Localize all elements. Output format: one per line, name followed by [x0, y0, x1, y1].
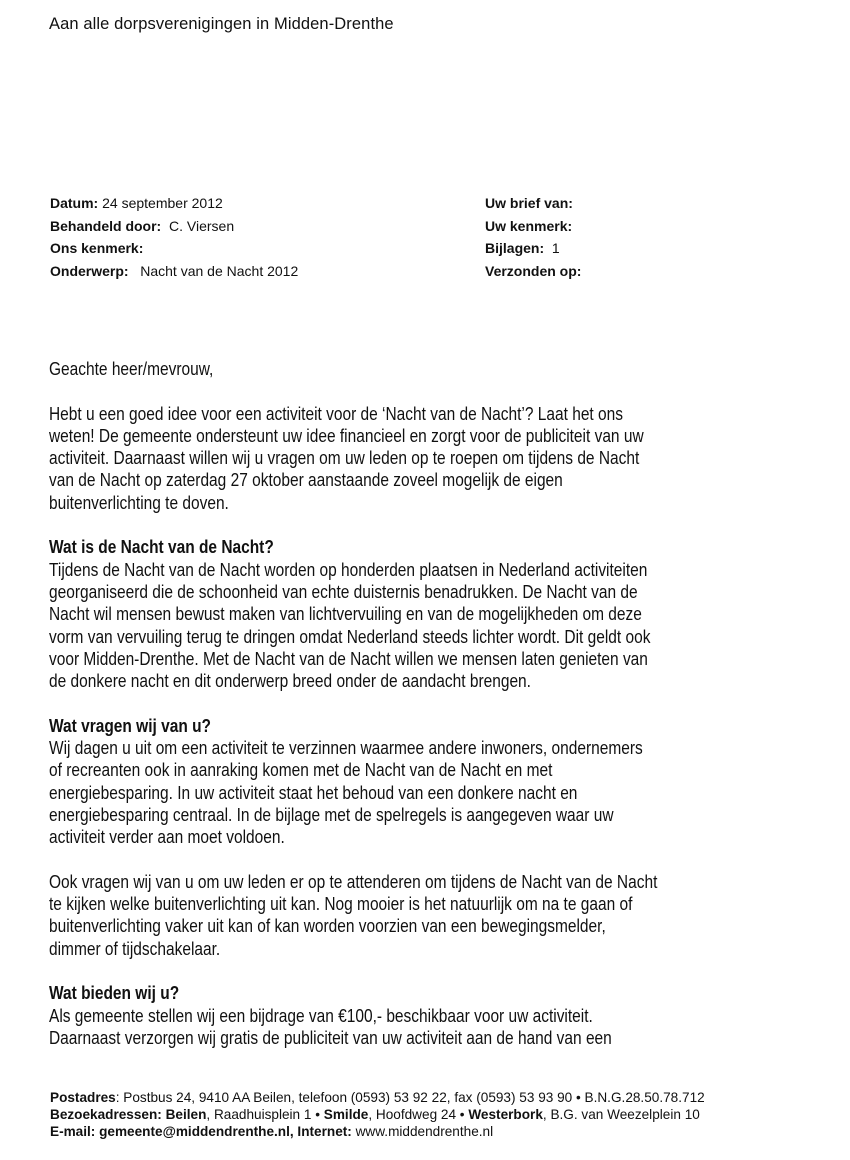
- text-line: te kijken welke buitenverlichting uit kan. Nog mooier is het natuurlijk om na te gaan of: [49, 894, 633, 915]
- text-line: van de Nacht op zaterdag 27 oktober aanstaande zoveel mogelijk de eigen: [49, 470, 563, 491]
- text-line: weten! De gemeente ondersteunt uw idee financieel en zorgt voor de publiciteit van uw: [49, 425, 644, 446]
- footer-value: , Hoofdweg 24 •: [368, 1107, 465, 1122]
- text-line: Nacht wil mensen bewust maken van lichtvervuiling en van de mogelijkheden om deze: [49, 604, 642, 625]
- text-line: of recreanten ook in aanraking komen met de Nacht van de Nacht en met: [49, 760, 553, 781]
- meta-label: Ons kenmerk:: [50, 240, 144, 256]
- meta-ons-kenmerk: [50, 237, 298, 260]
- meta-uw-brief-van: [485, 192, 581, 215]
- text-line: energiebesparing centraal. In de bijlage met de spelregels is aangegeven waar uw: [49, 804, 614, 825]
- footer-bezoekadressen: [50, 1106, 705, 1123]
- footer-town: Westerbork: [468, 1107, 543, 1122]
- text-line: Daarnaast verzorgen wij gratis de publiciteit van uw activiteit aan de hand van een: [49, 1027, 612, 1048]
- meta-value: C. Viersen: [169, 217, 235, 234]
- footer-label: Bezoekadressen:: [50, 1107, 162, 1122]
- meta-label: Verzonden op:: [485, 262, 582, 279]
- footer-postadres: [50, 1089, 705, 1106]
- text-line: georganiseerd die de schoonheid van echte duisternis benadrukken. De Nacht van de: [49, 581, 638, 602]
- text-line: Hebt u een goed idee voor een activiteit voor de ‘Nacht van de Nacht’? Laat het ons: [49, 403, 623, 424]
- footer-value: : Postbus 24, 9410 AA Beilen, telefoon (0593) 53 92 22, fax (0593) 53 93 90 • B.N.G.28.50.78.712: [115, 1090, 705, 1105]
- meta-label: Behandeld door:: [50, 217, 162, 234]
- meta-label: Onderwerp:: [50, 262, 129, 279]
- text-line: de donkere nacht en dit onderwerp breed onder de aandacht brengen.: [49, 671, 531, 692]
- meta-uw-kenmerk: [485, 215, 581, 238]
- meta-label: Uw brief van:: [485, 195, 573, 211]
- meta-label: Uw kenmerk:: [485, 217, 573, 234]
- text-line: buitenverlichting vaker uit kan of kan worden voorzien van een bewegingsmelder,: [49, 916, 606, 937]
- footer-label: , Internet:: [289, 1124, 352, 1139]
- text-line: Tijdens de Nacht van de Nacht worden op honderden plaatsen in Nederland activiteiten: [49, 559, 648, 580]
- meta-label: Datum:: [50, 195, 99, 211]
- footer-label: Postadres: [50, 1090, 116, 1105]
- letter-meta-left: [50, 192, 298, 282]
- text-line: buitenverlichting te doven.: [49, 492, 229, 513]
- meta-datum: [50, 192, 298, 215]
- meta-value: 24 september 2012: [102, 195, 223, 211]
- meta-bijlagen: [485, 237, 581, 260]
- spacer: [49, 849, 839, 871]
- addressee-line: Aan alle dorpsverenigingen in Midden-Drenthe: [49, 15, 394, 33]
- text-line: dimmer of tijdschakelaar.: [49, 938, 221, 959]
- section-heading-wat-is: Wat is de Nacht van de Nacht?: [49, 537, 274, 558]
- meta-value: 1: [551, 240, 560, 256]
- footer-contact: [50, 1123, 705, 1140]
- section-paragraph-wat-bieden: [49, 1005, 839, 1050]
- spacer: [49, 380, 839, 402]
- footer-value: , B.G. van Weezelplein 10: [542, 1107, 700, 1122]
- letter-body: [49, 358, 839, 1049]
- section-heading-wat-bieden: Wat bieden wij u?: [49, 983, 180, 1004]
- spacer: [49, 692, 839, 714]
- text-line: Ook vragen wij van u om uw leden er op te attenderen om tijdens de Nacht van de Nacht: [49, 871, 658, 892]
- text-line: energiebesparing. In uw activiteit staat het behoud van een donkere nacht en: [49, 782, 578, 803]
- footer-town: Smilde: [323, 1107, 369, 1122]
- section-heading-wat-vragen: Wat vragen wij van u?: [49, 715, 212, 736]
- spacer: [49, 960, 839, 982]
- text-line: activiteit verder aan moet voldoen.: [49, 827, 285, 848]
- spacer: [49, 514, 839, 536]
- section-paragraph-wat-is: [49, 559, 839, 693]
- footer-label: E-mail:: [50, 1124, 96, 1139]
- intro-paragraph: [49, 403, 839, 514]
- email-link[interactable]: gemeente@middendrenthe.nl: [99, 1124, 290, 1139]
- meta-verzonden-op: [485, 260, 581, 283]
- text-line: Als gemeente stellen wij een bijdrage van €100,- beschikbaar voor uw activiteit.: [49, 1005, 593, 1026]
- salutation: [49, 358, 839, 380]
- salutation-text: Geachte heer/mevrouw,: [49, 359, 214, 379]
- meta-label: Bijlagen:: [485, 240, 545, 256]
- website-link[interactable]: www.middendrenthe.nl: [355, 1124, 494, 1139]
- text-line: voor Midden-Drenthe. Met de Nacht van de Nacht willen we mensen laten genieten van: [49, 648, 648, 669]
- meta-onderwerp: [50, 260, 298, 283]
- meta-value: Nacht van de Nacht 2012: [140, 262, 299, 279]
- meta-behandeld-door: [50, 215, 298, 238]
- letter-footer: [50, 1089, 705, 1140]
- text-line: Wij dagen u uit om een activiteit te verzinnen waarmee andere inwoners, ondernemers: [49, 738, 643, 759]
- text-line: activiteit. Daarnaast willen wij u vragen om uw leden op te roepen om tijdens de Nacht: [49, 448, 640, 469]
- section-paragraph-wat-vragen-extra: [49, 871, 839, 960]
- section-paragraph-wat-vragen: [49, 737, 839, 848]
- footer-value: , Raadhuisplein 1 •: [206, 1107, 320, 1122]
- text-line: vorm van vervuiling terug te dringen omdat Nederland steeds lichter wordt. Dit geldt ook: [49, 626, 651, 647]
- letter-meta-right: [485, 192, 581, 282]
- footer-town: Beilen: [165, 1107, 207, 1122]
